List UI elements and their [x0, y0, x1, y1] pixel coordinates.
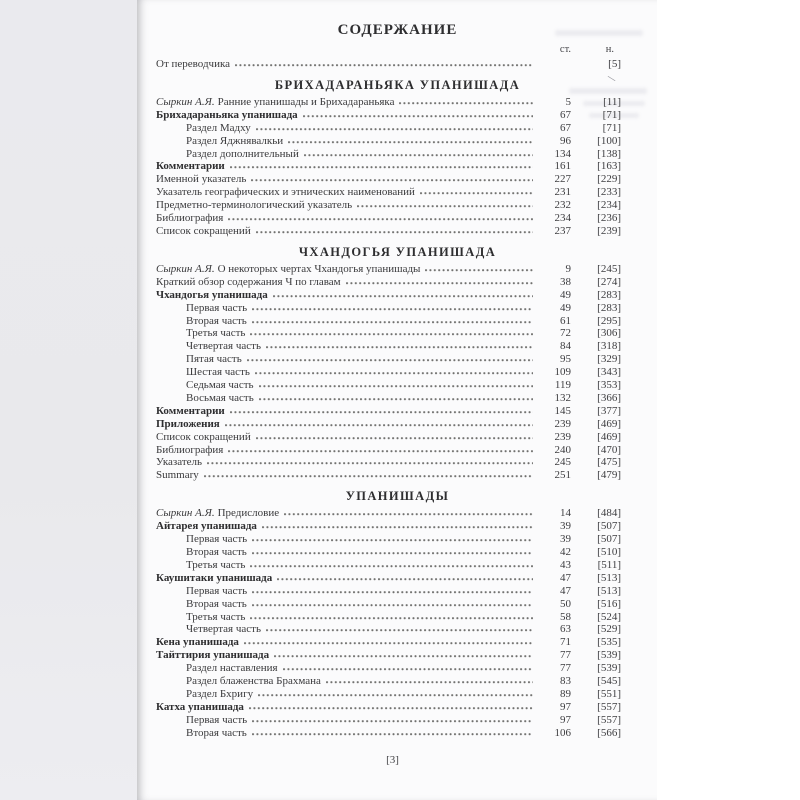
entry-page-st: 39 [560, 533, 571, 546]
page-content [137, 0, 657, 766]
toc-entry [156, 611, 621, 624]
entry-page-n: [557] [597, 713, 621, 726]
dot-leader [247, 357, 533, 362]
toc-entry [156, 623, 621, 636]
dot-leader [256, 435, 533, 440]
entry-page-st: 61 [560, 314, 571, 327]
toc-entry [156, 353, 621, 366]
entry-page-n: [484] [597, 507, 621, 520]
dot-leader [258, 692, 533, 697]
entry-page-n: [245] [597, 262, 621, 275]
entry-page-n: [353] [597, 379, 621, 392]
entry-page-st: 97 [560, 700, 571, 713]
entry-label: Тайттирия упанишада [156, 649, 270, 662]
entry-label: Указатель географических и этнических наименований [156, 186, 415, 199]
entry-page-st: 97 [560, 713, 571, 726]
toc-entry [156, 340, 621, 353]
toc-entry [156, 327, 621, 340]
entry-label: Библиография [156, 443, 224, 456]
entry-page-n: [513] [597, 571, 621, 584]
dot-leader [228, 216, 533, 221]
entry-page-st: 232 [554, 199, 571, 212]
entry-page-st: 240 [554, 443, 571, 456]
entry-page-n: [71] [602, 121, 621, 134]
toc-entry [156, 507, 621, 520]
entry-label: Приложения [156, 417, 220, 430]
entry-page-n: [366] [597, 391, 621, 404]
dot-leader [228, 448, 533, 453]
entry-page-n: [470] [597, 443, 621, 456]
dot-leader [252, 319, 533, 324]
entry-page-n: [274] [597, 275, 621, 288]
dot-leader [251, 177, 533, 182]
entry-page-n: [469] [597, 417, 621, 430]
dot-leader [250, 331, 533, 336]
dot-leader [244, 640, 533, 645]
entry-page-n: [229] [597, 173, 621, 186]
entry-page-n: [329] [597, 353, 621, 366]
entry-page-n: [507] [597, 520, 621, 533]
toc-entry [156, 533, 621, 546]
dot-leader [249, 705, 533, 710]
entry-page-n: [283] [597, 301, 621, 314]
toc-entry [156, 585, 621, 598]
dot-leader [252, 589, 533, 594]
entry-label: Указатель [156, 456, 203, 469]
entry-page-st: 58 [560, 610, 571, 623]
entry-page-st: 42 [560, 546, 571, 558]
toc-entry [156, 302, 621, 315]
entry-page-n: [475] [597, 456, 621, 469]
toc-entry [156, 212, 621, 225]
entry-page-st: 63 [560, 623, 571, 636]
entry-label: Предисловие [217, 507, 280, 520]
toc-entry [156, 392, 621, 405]
dot-leader [259, 396, 533, 401]
entry-page-n: [529] [597, 623, 621, 636]
entry-page-st: 71 [560, 636, 571, 649]
entry-author: Сыркин А.Я. [156, 95, 215, 108]
entry-page-st: 145 [554, 404, 571, 417]
entry-label: Первая часть [186, 713, 248, 726]
toc-entry [156, 289, 621, 302]
entry-label: Раздел блаженства Брахмана [186, 675, 321, 688]
toc-entry [156, 431, 621, 444]
entry-page-n: [507] [597, 533, 621, 546]
toc-entry [156, 688, 621, 701]
entry-label: Краткий обзор содержания Ч по главам [156, 275, 341, 288]
entry-page-n: [545] [597, 675, 621, 688]
entry-page-n: [535] [597, 636, 621, 649]
dot-leader [255, 370, 533, 375]
toc-entry [156, 160, 621, 173]
dot-leader [252, 537, 533, 542]
dot-leader [252, 718, 533, 723]
entry-author: Сыркин А.Я. [156, 507, 215, 520]
entry-page-n: [71] [602, 108, 621, 121]
toc-entry [156, 727, 621, 740]
entry-page-n: [516] [597, 597, 621, 610]
dot-leader [250, 563, 533, 568]
toc-entry [156, 701, 621, 714]
entry-page-n: [479] [597, 469, 621, 482]
dot-leader [256, 229, 533, 234]
entry-page-st: 83 [560, 675, 571, 688]
entry-label: Библиография [156, 212, 224, 225]
column-header-st: ст. [559, 44, 571, 55]
toc-entry [156, 315, 621, 328]
dot-leader [288, 139, 533, 144]
entry-page-st: 245 [554, 456, 571, 469]
entry-page-n: [469] [597, 430, 621, 443]
toc-entry [156, 418, 621, 431]
entry-page-st: 161 [554, 160, 571, 173]
toc-entry [156, 649, 621, 662]
entry-page-n: [283] [597, 288, 621, 301]
entry-page-st: 47 [560, 571, 571, 584]
section-heading: БРИХАДАРАНЬЯКА УПАНИШАДА [274, 77, 521, 92]
entry-page-st: 49 [560, 288, 571, 301]
toc-entry [156, 186, 621, 199]
column-header-n: н. [605, 44, 614, 55]
entry-page-st: 39 [560, 520, 571, 533]
dot-leader [273, 293, 533, 298]
entry-page-n: [511] [597, 558, 621, 571]
toc-entry [156, 122, 621, 135]
entry-label: Именной указатель [156, 173, 247, 186]
entry-label: Кена упанишада [156, 636, 239, 649]
entry-page-n: [233] [597, 186, 621, 199]
dot-leader [230, 164, 533, 169]
dot-leader [225, 422, 533, 427]
entry-label: Вторая часть [186, 314, 247, 327]
dot-leader [284, 511, 533, 516]
entry-label: О некоторых чертах Чхандогья упанишады [217, 262, 421, 275]
entry-page-st: 14 [560, 507, 571, 520]
toc-entry [156, 263, 621, 276]
entry-label: Чхандогья упанишада [156, 288, 268, 301]
entry-page-n: [138] [597, 147, 621, 160]
entry-page-st: 72 [560, 327, 571, 340]
book-page [137, 0, 657, 800]
entry-page-st: 50 [560, 597, 571, 610]
dot-leader [252, 306, 533, 311]
entry-page-n: [377] [597, 404, 621, 417]
toc-entry [156, 405, 621, 418]
entry-page-n: [236] [597, 212, 621, 225]
entry-label: Седьмая часть [186, 379, 254, 392]
dot-leader [277, 576, 533, 581]
entry-label: Комментарии [156, 404, 225, 417]
entry-label: Раздел Бхригу [186, 687, 254, 700]
entry-page-st: 239 [554, 417, 571, 430]
entry-page-st: 237 [554, 224, 571, 237]
toc-entry [156, 444, 621, 457]
entry-label: Катха упанишада [156, 700, 244, 713]
entry-page-n: [557] [597, 700, 621, 713]
section-heading: ЧХАНДОГЬЯ УПАНИШАДА [298, 244, 497, 259]
entry-page-n: [100] [597, 134, 621, 147]
dot-leader [399, 100, 533, 105]
dot-leader [357, 203, 533, 208]
entry-label: Первая часть [186, 301, 248, 314]
toc-entry [156, 598, 621, 611]
toc-entry [156, 96, 621, 109]
entry-page-st: 67 [560, 121, 571, 134]
entry-page-st: 77 [560, 662, 571, 675]
entry-label: Вторая часть [186, 726, 247, 739]
toc-entry [156, 109, 621, 122]
entry-page-st: 231 [554, 186, 571, 199]
entry-label: Третья часть [186, 610, 246, 623]
dot-leader [252, 731, 533, 736]
dot-leader [266, 344, 533, 349]
page-number: [3] [386, 753, 399, 766]
toc-entry [156, 662, 621, 675]
dot-leader [262, 524, 533, 529]
toc-entry [156, 572, 621, 585]
entry-page-st: 77 [560, 649, 571, 662]
entry-label: Третья часть [186, 558, 246, 571]
entry-label: Список сокращений [156, 430, 251, 443]
entry-label: Шестая часть [186, 366, 250, 379]
dot-leader [274, 653, 533, 658]
dot-leader [420, 190, 533, 195]
entry-label: Каушитаки упанишада [156, 571, 273, 584]
entry-label: Восьмая часть [186, 391, 254, 404]
entry-label: Раздел наставления [186, 662, 278, 675]
entry-page-st: 134 [554, 147, 571, 160]
dot-leader [230, 409, 533, 414]
entry-label: Комментарии [156, 160, 225, 173]
dot-leader [252, 550, 533, 555]
entry-page-n: [163] [597, 160, 621, 173]
toc-entry [156, 675, 621, 688]
entry-label: Summary [156, 469, 199, 482]
entry-page-n: [566] [597, 726, 621, 739]
toc-entry [156, 135, 621, 148]
entry-page-n: [343] [597, 366, 621, 379]
entry-page-n: [551] [597, 687, 621, 700]
entry-page-n: [318] [597, 340, 621, 353]
toc-entry [156, 714, 621, 727]
toc-entry [156, 58, 621, 71]
entry-label: Пятая часть [186, 353, 242, 366]
entry-label: Третья часть [186, 327, 246, 340]
entry-label: Первая часть [186, 584, 248, 597]
dot-leader [266, 627, 533, 632]
entry-label: Вторая часть [186, 546, 247, 558]
entry-label: Предметно-терминологический указатель [156, 199, 353, 212]
entry-page-st: 47 [560, 584, 571, 597]
dot-leader [252, 602, 533, 607]
toc-entry [156, 379, 621, 392]
entry-page-n: [524] [597, 610, 621, 623]
entry-page-st: 132 [554, 391, 571, 404]
entry-page-n: [513] [597, 584, 621, 597]
entry-author: Сыркин А.Я. [156, 262, 215, 275]
entry-page-st: 119 [554, 379, 571, 392]
entry-page-st: 5 [565, 95, 571, 108]
entry-label: Первая часть [186, 533, 248, 546]
entry-page-n: [306] [597, 327, 621, 340]
entry-page-st: 251 [554, 469, 571, 482]
entry-label: Брихадараньяка упанишада [156, 108, 298, 121]
entry-page-n: [539] [597, 649, 621, 662]
entry-page-st: 95 [560, 353, 571, 366]
entry-page-n: [11] [603, 95, 621, 108]
dot-leader [259, 383, 533, 388]
entry-label: Айтарея упанишада [156, 520, 257, 533]
dot-leader [204, 473, 533, 478]
entry-label: Вторая часть [186, 597, 247, 610]
entry-page-st: 38 [560, 275, 571, 288]
entry-page-n: [239] [597, 224, 621, 237]
entry-page-st: 227 [554, 173, 571, 186]
dot-leader [304, 152, 533, 157]
entry-label: Раздел Мадху [186, 121, 251, 134]
entry-page-st: 9 [565, 262, 571, 275]
dot-leader [250, 615, 533, 620]
entry-label: От переводчика [156, 58, 231, 70]
toc-entry [156, 520, 621, 533]
dot-leader [303, 113, 533, 118]
entry-page-n: [234] [597, 199, 621, 212]
entry-page-st: 239 [554, 430, 571, 443]
dot-leader [256, 126, 533, 131]
toc-entry [156, 225, 621, 238]
toc-entry [156, 173, 621, 186]
dot-leader [207, 460, 533, 465]
dot-leader [235, 62, 533, 67]
backdrop-left-strip [0, 0, 137, 800]
toc-entry [156, 546, 621, 559]
page-title: СОДЕРЖАНИЕ [337, 22, 458, 38]
entry-label: Список сокращений [156, 224, 251, 237]
toc-entry [156, 456, 621, 469]
toc-entry [156, 469, 621, 482]
entry-label: Ранние упанишады и Брихадараньяка [217, 95, 395, 108]
entry-label: Четвертая часть [186, 340, 261, 353]
entry-label: Раздел дополнительный [186, 147, 299, 160]
entry-page-n: [295] [597, 314, 621, 327]
entry-page-st: 106 [554, 726, 571, 739]
dot-leader [346, 280, 533, 285]
entry-label: Четвертая часть [186, 623, 261, 636]
entry-page-st: 109 [554, 366, 571, 379]
dot-leader [326, 679, 533, 684]
entry-page-st: 234 [554, 212, 571, 225]
toc-entry [156, 636, 621, 649]
toc-entry [156, 366, 621, 379]
toc-entry [156, 276, 621, 289]
entry-page-n: [5] [608, 58, 621, 70]
entry-page-n: [510] [597, 546, 621, 558]
entry-label: Раздел Яджнявалкьи [186, 134, 284, 147]
toc-entry [156, 148, 621, 161]
entry-page-st: 96 [560, 134, 571, 147]
dot-leader [425, 267, 533, 272]
entry-page-st: 67 [560, 108, 571, 121]
entry-page-st: 84 [560, 340, 571, 353]
toc-entry [156, 559, 621, 572]
toc [156, 58, 621, 740]
column-headers [156, 44, 621, 56]
entry-page-st: 49 [560, 301, 571, 314]
entry-page-st: 89 [560, 687, 571, 700]
entry-page-st: 43 [560, 558, 571, 571]
section-heading: УПАНИШАДЫ [345, 489, 450, 504]
entry-page-n: [539] [597, 662, 621, 675]
dot-leader [283, 666, 533, 671]
toc-entry [156, 199, 621, 212]
